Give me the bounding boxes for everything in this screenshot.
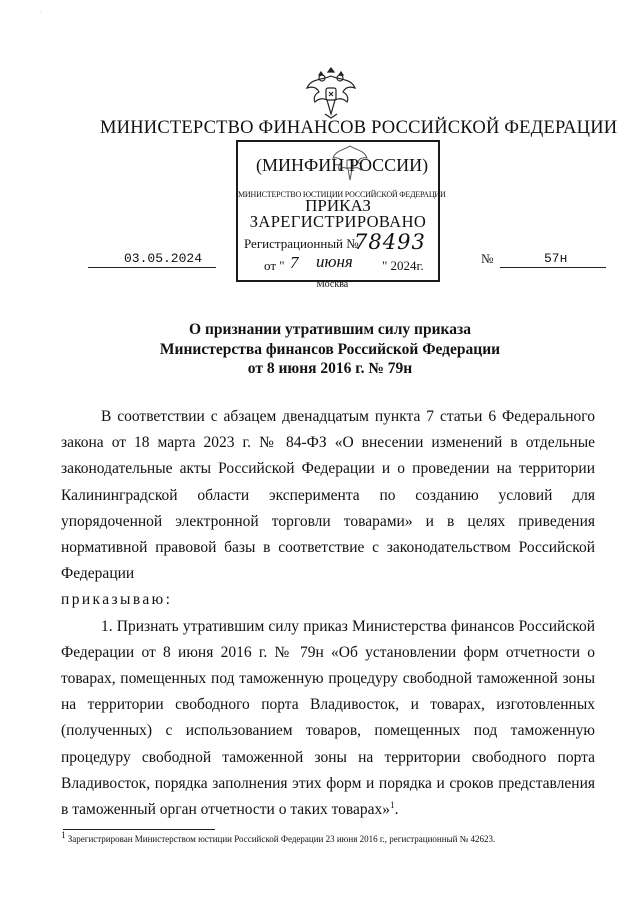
stamp-date-prefix: от "	[264, 258, 285, 273]
order-word	[61, 587, 595, 613]
stamp-justice-ministry: МИНИСТЕРСТВО ЮСТИЦИИ РОССИЙСКОЙ ФЕДЕРАЦИИ	[238, 190, 446, 199]
footnote-marker: 1	[61, 830, 66, 840]
stamp-day: 7	[290, 253, 299, 272]
document-date: 03.05.2024	[88, 251, 216, 268]
title-line-2: Министерства финансов Российской Федерации	[159, 340, 501, 358]
number-label: №	[481, 251, 494, 266]
clause-1-paragraph: 1. Признать утратившим силу приказ Министерства финансов Российской Федерации от 8 июня 2016 г. № 79н «Об установлении форм отчетности о товарах, помещенных под таможенную процедуру свободной таможенной зоны на территории свободного порта Владивосток, и товарах, изготовленных (полученных) с использованием товаров, помещенных под таможенную процедуру свободной таможенной зоны на территории свободного порта Владивосток, порядка заполнения этих форм и порядка и сроков представления в таможенный орган отчетности о таких товарах»$^1$.	[61, 617, 595, 819]
footnote-text: Зарегистрирован Министерством юстиции Российской Федерации 23 июня 2016 г., регистрационный № 42623.	[65, 834, 496, 844]
footnote-divider	[63, 829, 215, 830]
title-line-3: от 8 июня 2016 г. № 79н	[247, 360, 413, 377]
stamp-month: июня	[316, 252, 353, 271]
emblem-icon	[303, 62, 359, 120]
title-line-1: О признании утратившим силу приказа	[189, 321, 471, 338]
order-word-text: приказываю:	[61, 591, 173, 609]
city: Москва	[316, 279, 349, 290]
registration-stamp	[236, 140, 446, 282]
stamp-registered: ЗАРЕГИСТРИРОВАНО	[249, 212, 427, 231]
footnote	[61, 830, 601, 844]
footnote-ref: 1	[390, 799, 395, 810]
stamp-prikaz: ПРИКАЗ	[305, 196, 371, 215]
stamp-reg-number: 78493	[354, 230, 426, 254]
scan-mark: ·	[40, 10, 42, 16]
document-body	[61, 404, 595, 823]
document-number: 57н	[500, 251, 606, 268]
stamp-reg-label: Регистрационный №	[244, 236, 359, 251]
document-title	[100, 320, 560, 379]
preamble-paragraph: В соответствии с абзацем двенадцатым пункта 7 статьи 6 Федерального закона от 18 марта 2023 г. № 84-ФЗ «О внесении изменений в отдельные законодательные акты Российской Федерации и о проведении на территории Калининградской области эксперимента по созданию условий для упорядоченной электронной торговли товарами» и в целях приведения нормативной правовой базы в соответствие с законодательством Российской Федерации	[61, 408, 595, 583]
clause-1-text: 1. Признать утратившим силу приказ Министерства финансов Российской Федерации от 8 июня 2016 г. № 79н «Об установлении форм отчетности о товарах, помещенных под таможенную процедуру свободной таможенной зоны на территории свободного порта Владивосток, и товарах, изготовленных (полученных) с использованием товаров, помещенных под таможенную процедуру свободной таможенной зоны на территории свободного порта Владивосток, порядка заполнения этих форм и порядка и сроков представления в таможенный орган отчетности о таких товарах»	[61, 617, 595, 819]
stamp-ministry-abbr: (МИНФИН РОССИИ)	[256, 155, 429, 175]
stamp-year: " 2024г.	[382, 258, 424, 273]
ministry-name: МИНИСТЕРСТВО ФИНАНСОВ РОССИЙСКОЙ ФЕДЕРАЦИИ	[100, 118, 618, 138]
